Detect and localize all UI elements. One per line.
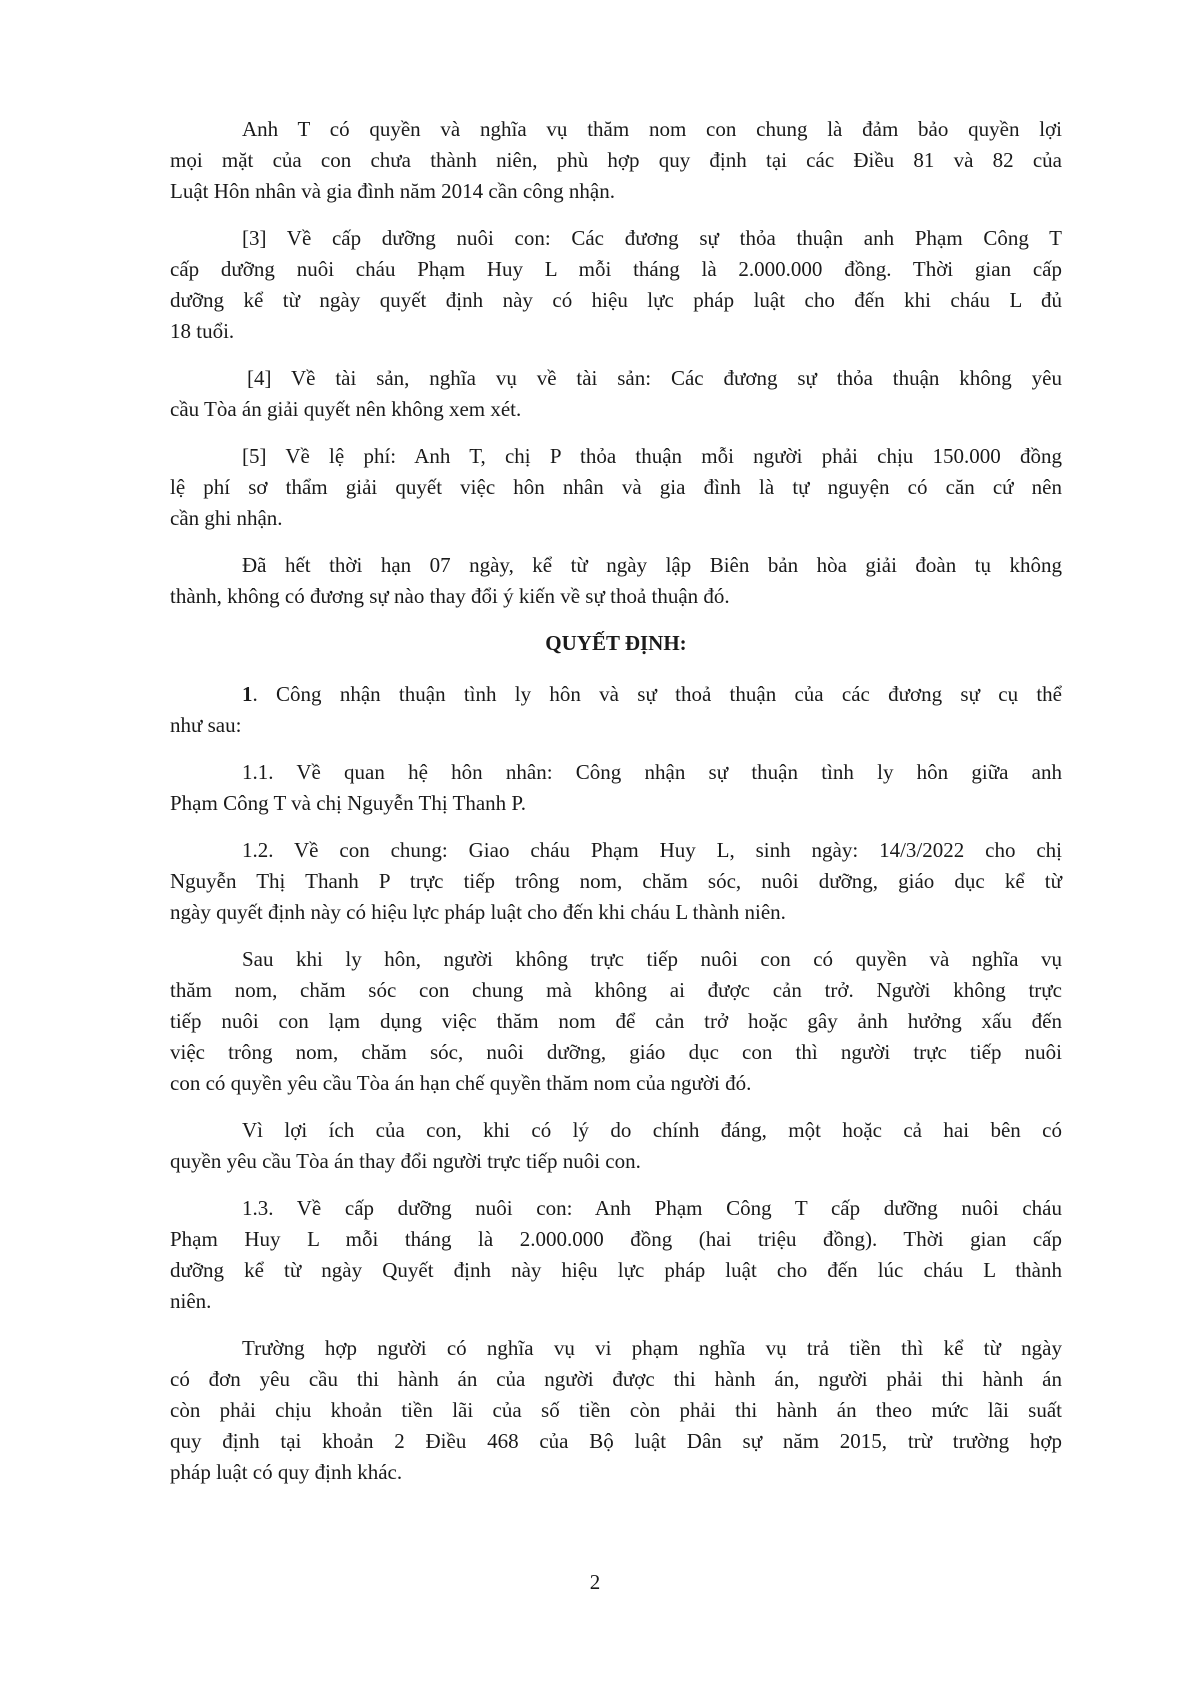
text-line: Luật Hôn nhân và gia đình năm 2014 cần công nhận.	[170, 179, 615, 203]
paragraph-item-1-2-child	[170, 835, 1062, 928]
text-line: quyền yêu cầu Tòa án thay đổi người trực tiếp nuôi con.	[170, 1149, 641, 1173]
text-line: niên.	[170, 1289, 212, 1313]
decision-heading: QUYẾT ĐỊNH:	[545, 631, 687, 655]
text-line: Phạm Huy L mỗi tháng là 2.000.000 đồng (hai triệu đồng). Thời gian cấp	[170, 1227, 1062, 1251]
paragraph-child-interest	[170, 1115, 1062, 1177]
text-line: tiếp nuôi con lạm dụng việc thăm nom để cản trở hoặc gây ảnh hưởng xấu đến	[170, 1009, 1062, 1033]
page-number: 2	[589, 1570, 601, 1594]
paragraph-section-3-child-support	[170, 223, 1062, 347]
paragraph-late-payment-interest	[170, 1333, 1062, 1488]
text-line	[170, 679, 1062, 710]
text-line: cần ghi nhận.	[170, 506, 283, 530]
text-line: Sau khi ly hôn, người không trực tiếp nuôi con có quyền và nghĩa vụ	[242, 947, 1062, 971]
text-line: lệ phí sơ thẩm giải quyết việc hôn nhân và gia đình là tự nguyện có căn cứ nên	[170, 475, 1062, 499]
item-text: . Công nhận thuận tình ly hôn và sự thoả thuận của các đương sự cụ thể	[252, 682, 1062, 706]
text-line: [3] Về cấp dưỡng nuôi con: Các đương sự thỏa thuận anh Phạm Công T	[242, 226, 1062, 250]
text-line: quy định tại khoản 2 Điều 468 của Bộ luật Dân sự năm 2015, trừ trường hợp	[170, 1429, 1062, 1453]
paragraph-section-4-property	[170, 363, 1062, 425]
text-line: thành, không có đương sự nào thay đổi ý kiến về sự thoả thuận đó.	[170, 584, 730, 608]
text-line: Vì lợi ích của con, khi có lý do chính đáng, một hoặc cả hai bên có	[242, 1118, 1062, 1142]
text-line: như sau:	[170, 713, 242, 737]
item-number: 1	[242, 682, 253, 706]
text-line: 18 tuổi.	[170, 319, 235, 343]
document-body	[170, 114, 1062, 1504]
text-line: Đã hết thời hạn 07 ngày, kể từ ngày lập Biên bản hòa giải đoàn tụ không	[242, 553, 1062, 577]
paragraph-after-divorce-rights	[170, 944, 1062, 1099]
paragraph-anh-t-visitation	[170, 114, 1062, 207]
text-line: còn phải chịu khoản tiền lãi của số tiền còn phải thi hành án theo mức lãi suất	[170, 1398, 1062, 1422]
text-line: Trường hợp người có nghĩa vụ vi phạm nghĩa vụ trả tiền thì kể từ ngày	[242, 1336, 1062, 1360]
text-line: pháp luật có quy định khác.	[170, 1460, 403, 1484]
text-line: dưỡng kể từ ngày quyết định này có hiệu lực pháp luật cho đến khi cháu L đủ	[170, 288, 1062, 312]
text-line: có đơn yêu cầu thi hành án của người được thi hành án, người phải thi hành án	[170, 1367, 1062, 1391]
text-line: 1.2. Về con chung: Giao cháu Phạm Huy L, sinh ngày: 14/3/2022 cho chị	[242, 838, 1062, 862]
text-line: ngày quyết định này có hiệu lực pháp luật cho đến khi cháu L thành niên.	[170, 900, 786, 924]
text-line: cấp dưỡng nuôi cháu Phạm Huy L mỗi tháng là 2.000.000 đồng. Thời gian cấp	[170, 257, 1062, 281]
text-line: dưỡng kể từ ngày Quyết định này hiệu lực pháp luật cho đến lúc cháu L thành	[170, 1258, 1062, 1282]
text-line: Anh T có quyền và nghĩa vụ thăm nom con chung là đảm bảo quyền lợi	[242, 117, 1062, 141]
text-line: 1.3. Về cấp dưỡng nuôi con: Anh Phạm Công T cấp dưỡng nuôi cháu	[242, 1196, 1062, 1220]
paragraph-item-1-3-support	[170, 1193, 1062, 1317]
paragraph-section-5-fees	[170, 441, 1062, 534]
text-line: con có quyền yêu cầu Tòa án hạn chế quyền thăm nom của người đó.	[170, 1071, 752, 1095]
text-line: [5] Về lệ phí: Anh T, chị P thỏa thuận mỗi người phải chịu 150.000 đồng	[242, 444, 1062, 468]
text-line: Phạm Công T và chị Nguyễn Thị Thanh P.	[170, 791, 527, 815]
text-line: [4] Về tài sản, nghĩa vụ về tài sản: Các đương sự thỏa thuận không yêu	[247, 366, 1062, 390]
text-line: mọi mặt của con chưa thành niên, phù hợp quy định tại các Điều 81 và 82 của	[170, 148, 1062, 172]
text-line: cầu Tòa án giải quyết nên không xem xét.	[170, 397, 522, 421]
paragraph-deadline-expired	[170, 550, 1062, 612]
paragraph-item-1-1-marriage	[170, 757, 1062, 819]
paragraph-decision-item-1	[170, 679, 1062, 741]
text-line: việc trông nom, chăm sóc, nuôi dưỡng, giáo dục con thì người trực tiếp nuôi	[170, 1040, 1062, 1064]
text-line: 1.1. Về quan hệ hôn nhân: Công nhận sự thuận tình ly hôn giữa anh	[242, 760, 1062, 784]
text-line: thăm nom, chăm sóc con chung mà không ai được cản trở. Người không trực	[170, 978, 1062, 1002]
text-line: Nguyễn Thị Thanh P trực tiếp trông nom, chăm sóc, nuôi dưỡng, giáo dục kể từ	[170, 869, 1062, 893]
